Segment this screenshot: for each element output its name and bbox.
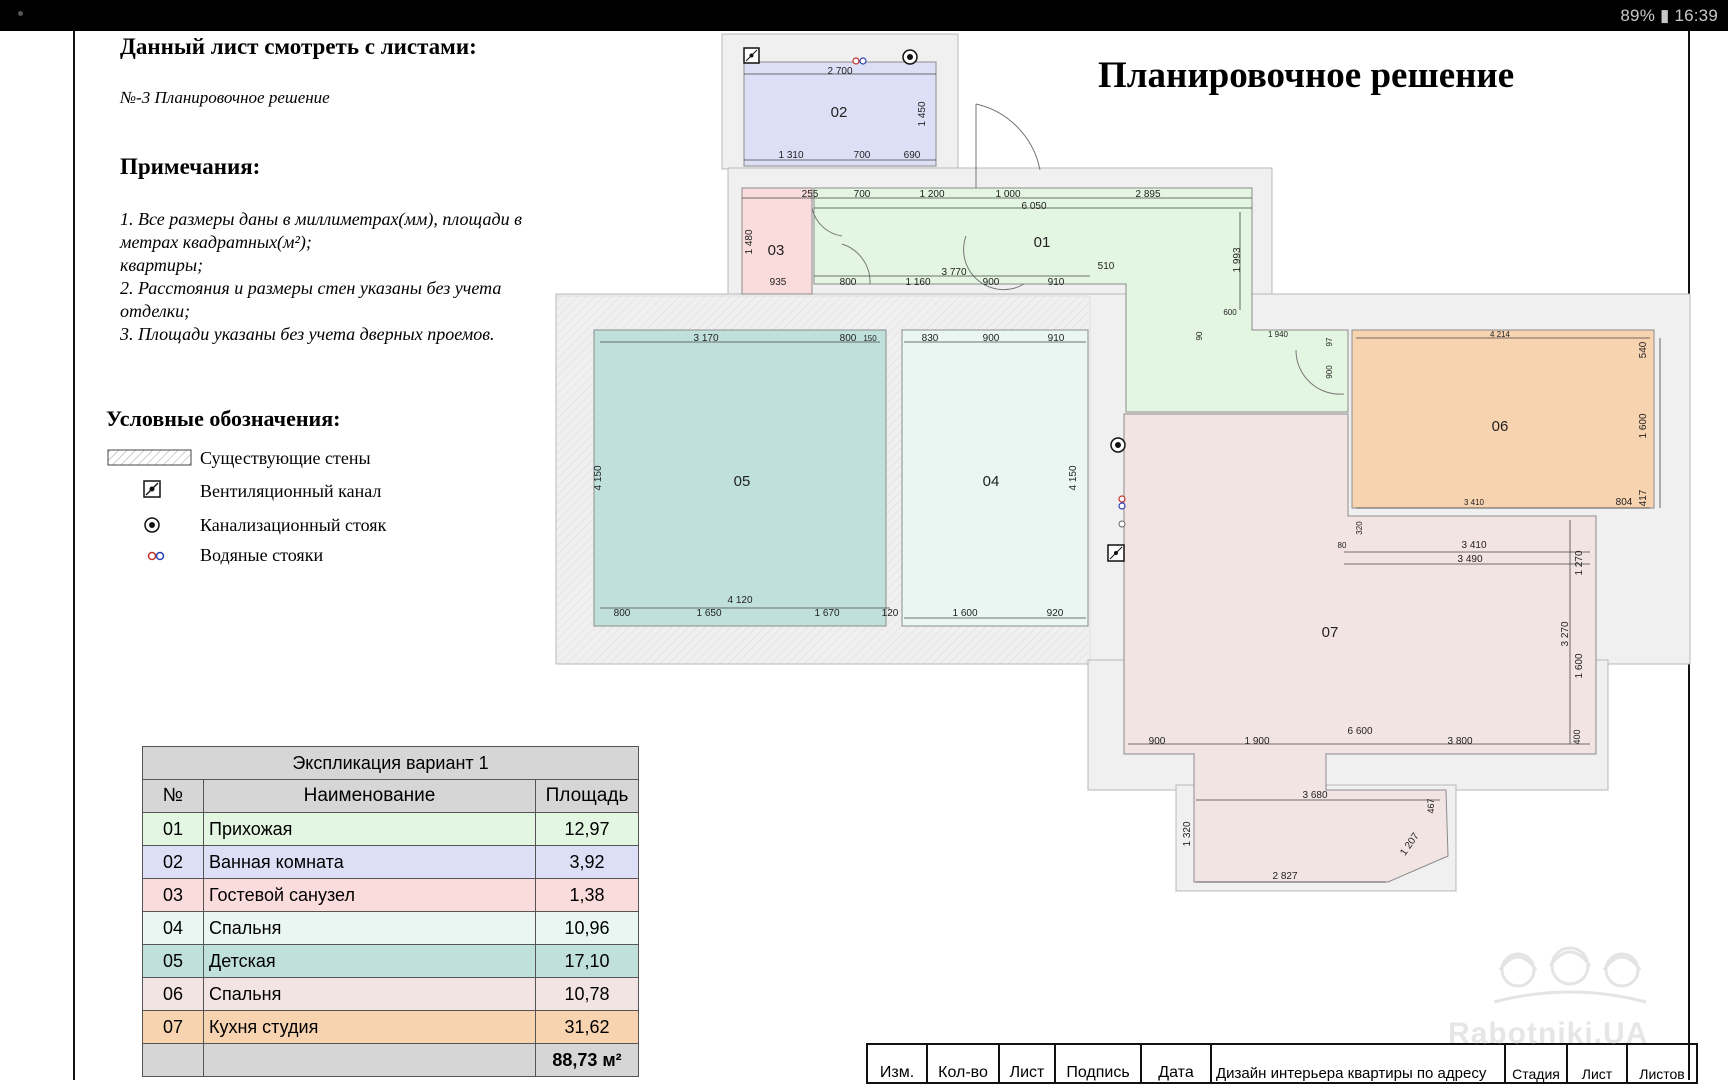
dim-label: 4 120 [727,595,753,606]
dim-label: 4 150 [593,465,604,491]
column-header-name: Наименование [204,780,536,813]
room-label: 07 [1321,624,1339,641]
dim-label: 320 [1355,521,1364,535]
watermark-text: Rabotniki.UA [1448,1017,1649,1050]
row-area: 17,10 [536,945,639,978]
battery-icon: ▮ [1659,6,1670,25]
room-label: 02 [830,104,848,121]
title-block-cell: Дата [1141,1044,1211,1083]
dim-label: 3 490 [1457,554,1483,565]
dim-label: 1 900 [1244,736,1270,747]
sewer-riser-icon [145,518,159,532]
hatch-wall-icon [108,450,191,465]
table-total-row [143,1044,639,1077]
row-name: Спальня [204,978,536,1011]
dim-label: 800 [839,277,857,288]
dim-label: 900 [1148,736,1166,747]
dim-label: 1 670 [814,608,840,619]
row-name: Ванная комната [204,846,536,879]
table-row [143,912,639,945]
room-label: 03 [767,242,785,259]
water-riser-icon [149,553,164,560]
dim-label: 3 270 [1560,621,1571,647]
note-line: квартиры; [120,255,204,275]
dim-label: 2 827 [1272,871,1298,882]
dim-label: 97 [1325,337,1334,347]
dim-label: 3 170 [693,333,719,344]
dim-label: 800 [613,608,631,619]
row-number: 01 [143,813,204,846]
note-line: отделки; [120,301,191,321]
dim-label: 1 600 [1638,413,1649,439]
note-line: 1. Все размеры даны в миллиметрах(мм), площади в [120,209,522,229]
dim-label: 920 [1046,608,1064,619]
dim-label: 150 [863,334,877,343]
dim-label: 400 [1572,729,1582,745]
row-area: 10,96 [536,912,639,945]
explication-table [142,746,639,1077]
dim-label: 1 207 [1398,831,1422,858]
plan-title: Планировочное решение [1098,55,1515,96]
title-block-cell: Кол-во [927,1044,999,1083]
row-name: Гостевой санузел [204,879,536,912]
dim-label: 1 200 [919,189,945,200]
table-row [143,1011,639,1044]
plan-ventilation-icon [1108,545,1124,561]
dim-label: 830 [921,333,939,344]
dim-label: 700 [853,189,871,200]
total-area: 88,73 м² [536,1044,639,1077]
row-name: Прихожая [204,813,536,846]
row-number: 03 [143,879,204,912]
dim-label: 6 600 [1347,726,1373,737]
row-number: 05 [143,945,204,978]
dim-label: 1 320 [1182,821,1193,847]
dim-label: 3 680 [1302,790,1328,801]
dim-label: 900 [982,277,1000,288]
dim-label: 900 [1325,365,1334,379]
dim-label: 935 [769,277,787,288]
dim-label: 1 450 [917,101,928,127]
dim-label: 4 150 [1068,465,1079,491]
room-label: 05 [733,473,751,490]
room-label: 06 [1491,418,1509,435]
see-with-heading: Данный лист смотреть с листами: [120,34,477,59]
dim-label: 1 940 [1267,330,1289,339]
dim-label: 1 160 [905,277,931,288]
row-name: Спальня [204,912,536,945]
row-number: 04 [143,912,204,945]
dim-label: 3 410 [1463,498,1485,507]
note-line: метрах квадратных(м²); [120,232,312,252]
dim-label: 3 410 [1461,540,1487,551]
row-area: 1,38 [536,879,639,912]
legend-label-ventilation: Вентиляционный канал [200,481,382,501]
dim-label: 804 [1615,497,1633,508]
plan-ventilation-icon [744,48,759,63]
dim-label: 700 [853,150,871,161]
row-number: 07 [143,1011,204,1044]
table-row [143,978,639,1011]
title-block-cell: Изм. [867,1044,927,1083]
dim-label: 3 770 [941,267,967,278]
legend-label-sewer: Канализационный стояк [200,515,387,535]
legend-label-water: Водяные стояки [200,545,324,565]
title-block-cell: Стадия [1505,1044,1567,1083]
dim-label: 120 [881,608,899,619]
dim-label: 510 [1097,261,1115,272]
dim-label: 800 [839,333,857,344]
title-block-cell: Дизайн интерьера квартиры по адресу [1211,1044,1505,1083]
plan-sewer-riser-icon [1111,438,1125,452]
dim-label: 90 [1195,331,1204,341]
dim-label: 690 [903,150,921,161]
dim-label: 900 [982,333,1000,344]
dim-label: 1 000 [995,189,1021,200]
dim-label: 2 895 [1135,189,1161,200]
explication-caption: Экспликация вариант 1 [143,747,639,780]
title-block-cell: Лист [1567,1044,1627,1083]
dim-label: 417 [1638,489,1649,507]
notes-heading: Примечания: [120,154,261,179]
dim-label: 1 600 [952,608,978,619]
ventilation-icon [144,481,160,497]
watermark-logo-icon [1490,930,1650,1006]
plan-sewer-riser-icon [903,50,917,64]
dim-label: 1 650 [696,608,722,619]
dim-label: 540 [1638,341,1649,359]
dim-label: 6 050 [1021,201,1047,212]
dim-label: 1 270 [1574,550,1585,576]
dim-label: 467 [1426,798,1436,814]
row-number: 06 [143,978,204,1011]
dim-label: 80 [1337,541,1347,550]
legend-label-walls: Существующие стены [200,448,371,468]
room-label: 04 [982,473,1000,490]
table-row [143,813,639,846]
dim-label: 910 [1047,277,1065,288]
row-name: Детская [204,945,536,978]
status-indicators: 89% ▮ 16:39 [1620,6,1718,25]
room-label: 01 [1033,234,1051,251]
row-area: 3,92 [536,846,639,879]
table-row [143,879,639,912]
column-header-number: № [143,780,204,813]
note-line: 2. Расстояния и размеры стен указаны без учета [120,278,502,298]
row-name: Кухня студия [204,1011,536,1044]
row-area: 31,62 [536,1011,639,1044]
dim-label: 4 214 [1489,330,1511,339]
table-row [143,945,639,978]
note-line: 3. Площади указаны без учета дверных проемов. [120,324,495,344]
legend-heading: Условные обозначения: [106,406,341,431]
dim-label: 600 [1223,308,1237,317]
dim-label: 2 700 [827,66,853,77]
column-header-area: Площадь [536,780,639,813]
title-block-cell: Листов [1627,1044,1697,1083]
dim-label: 1 600 [1574,653,1585,679]
dim-label: 1 993 [1232,247,1243,273]
title-block-cell: Подпись [1055,1044,1141,1083]
row-area: 10,78 [536,978,639,1011]
dim-label: 3 800 [1447,736,1473,747]
sheet-reference: №-3 Планировочное решение [120,88,330,107]
title-block-cell: Лист [999,1044,1055,1083]
dim-label: 255 [801,189,819,200]
row-number: 02 [143,846,204,879]
table-row [143,846,639,879]
dim-label: 1 480 [744,229,755,255]
row-area: 12,97 [536,813,639,846]
dim-label: 1 310 [778,150,804,161]
dim-label: 910 [1047,333,1065,344]
